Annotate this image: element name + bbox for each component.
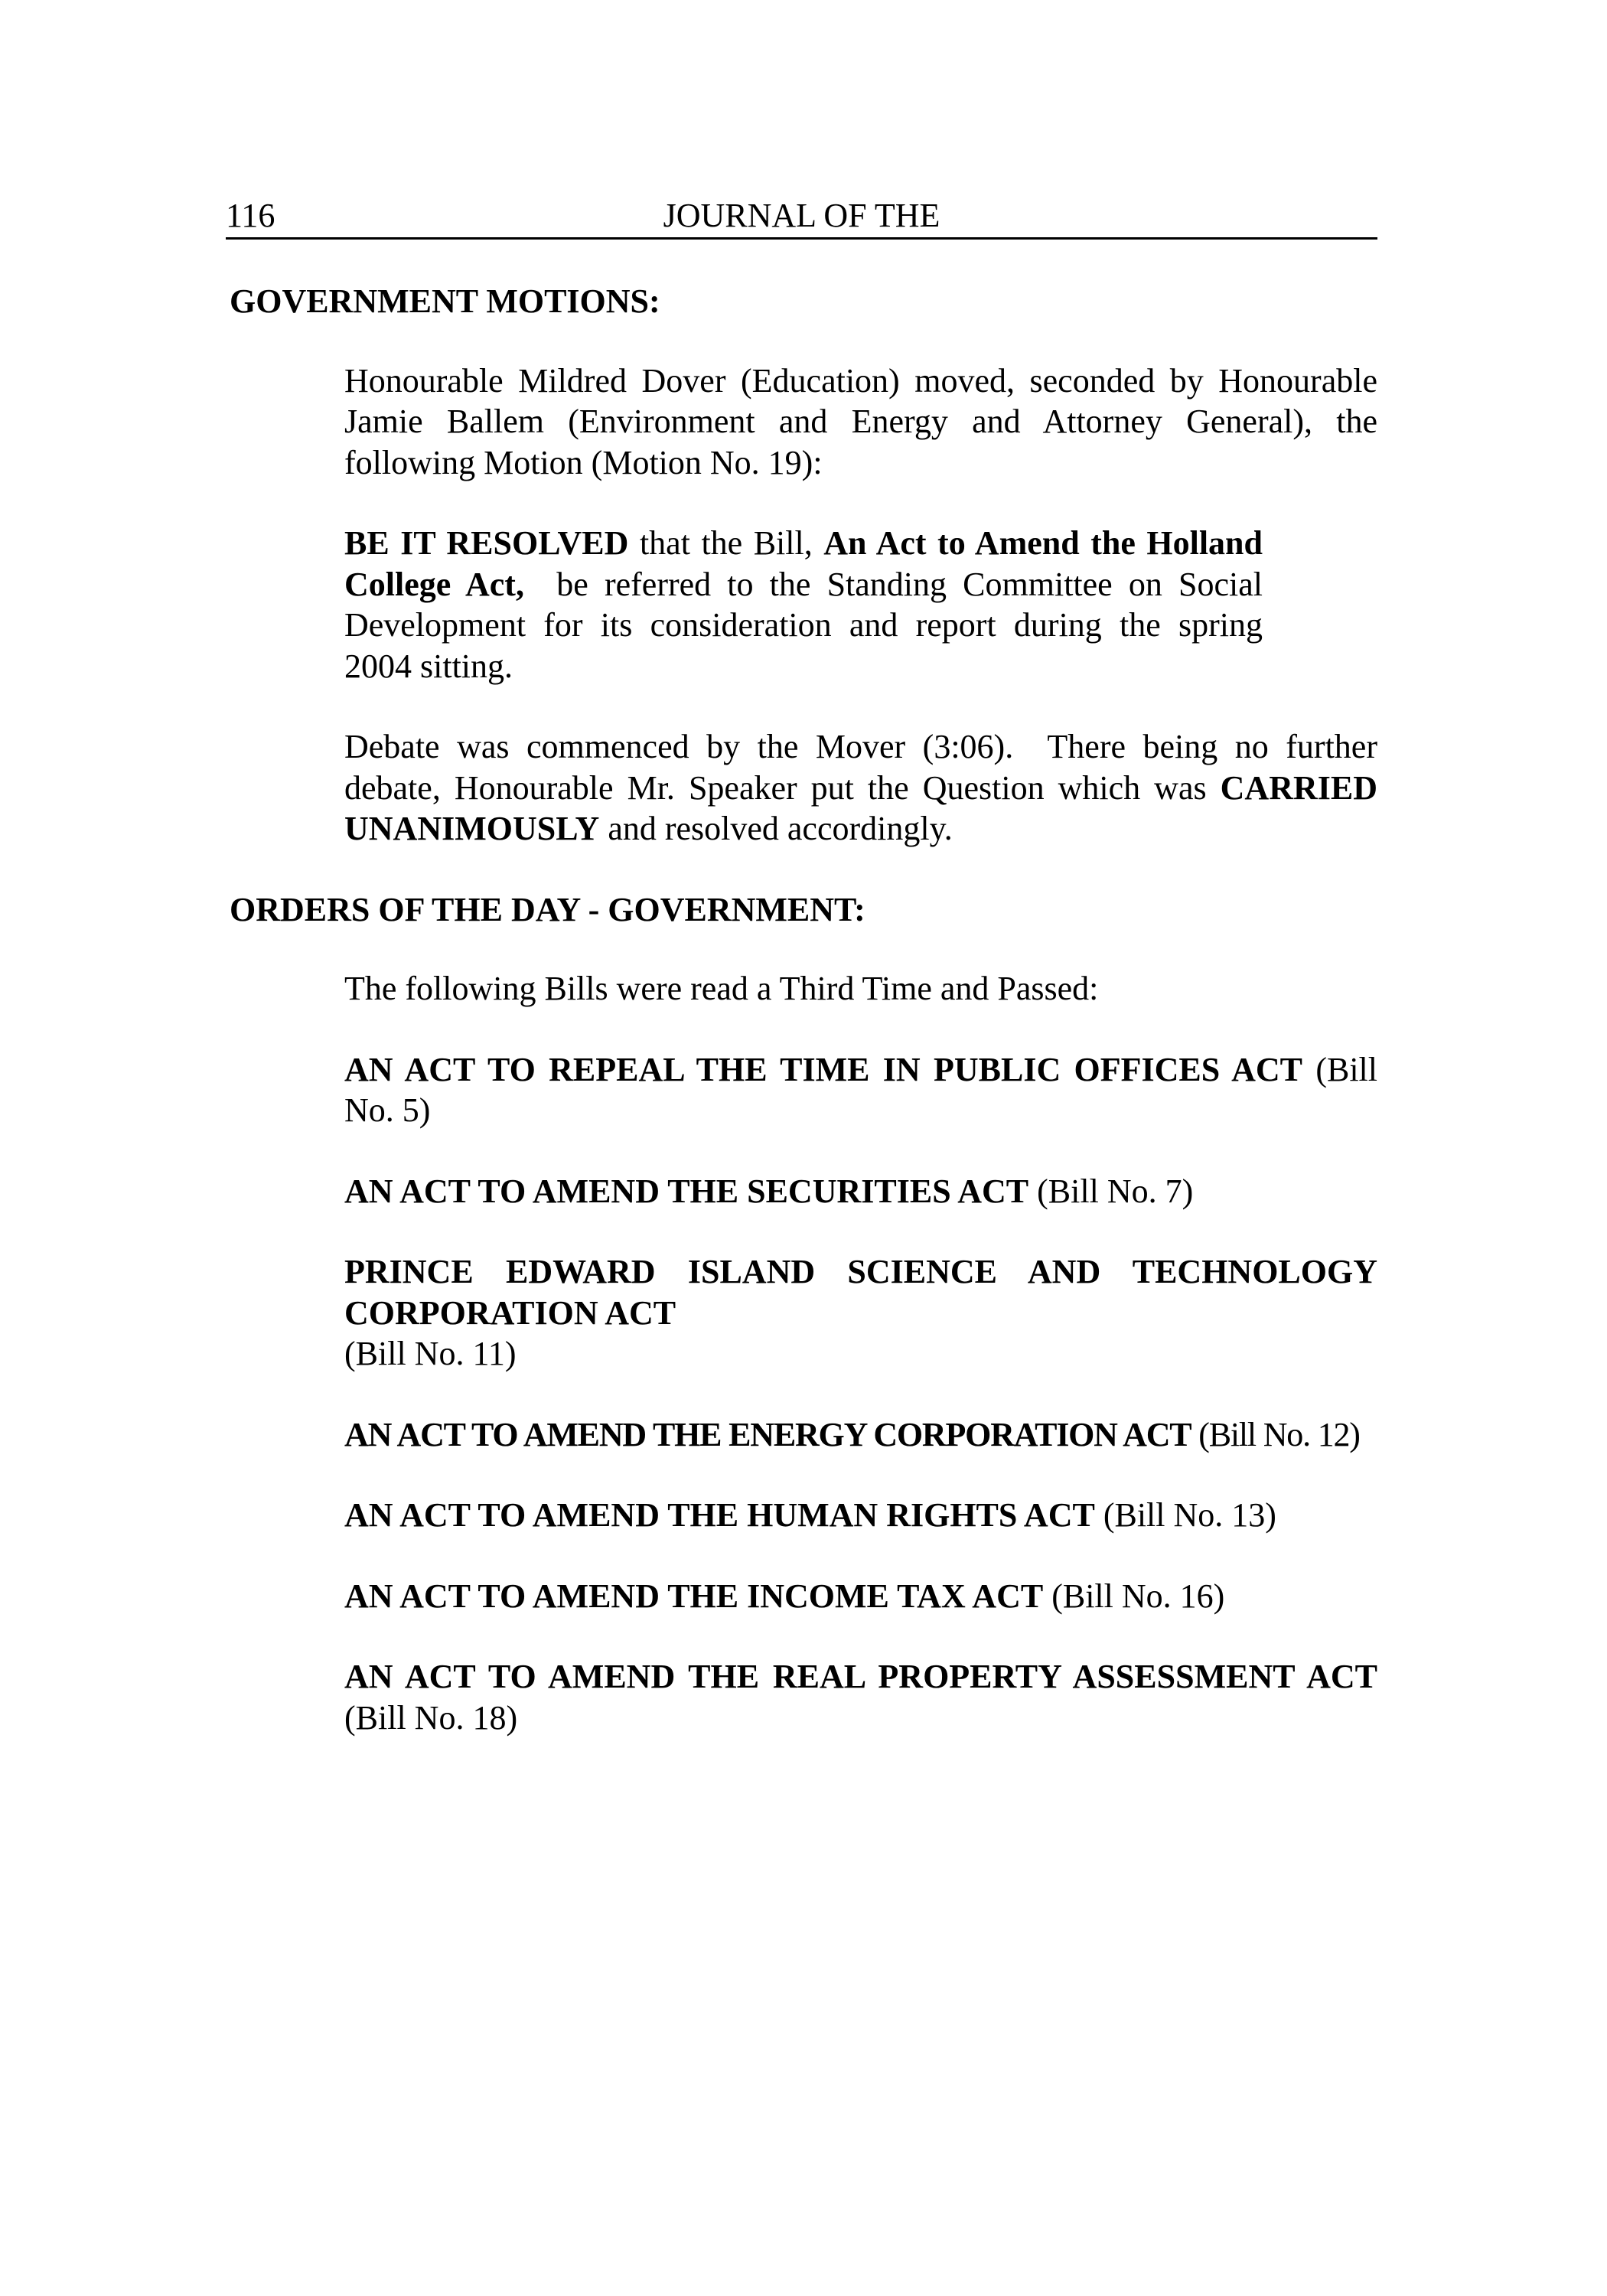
resolution-paragraph (344, 523, 1271, 687)
resolution-bill-name: An Act to Amend the Holland College Act, (344, 524, 1263, 603)
bill-number: (Bill No. 18) (344, 1698, 518, 1737)
bill-title: AN ACT TO AMEND THE SECURITIES ACT (344, 1172, 1029, 1210)
bill-number: (Bill No. 16) (1051, 1577, 1225, 1615)
bill-title-line-1: PRINCE EDWARD ISLAND SCIENCE AND TECHNOLOGY (344, 1253, 1377, 1290)
bill-number: (Bill No. 5) (344, 1050, 1377, 1129)
bill-item (344, 1171, 1377, 1212)
bill-item (344, 1656, 1377, 1738)
bill-title: AN ACT TO AMEND THE REAL PROPERTY ASSESSMENT ACT (344, 1658, 1377, 1695)
bill-number: (Bill No. 13) (1103, 1496, 1276, 1534)
bill-number: (Bill No. 12) (1198, 1415, 1360, 1453)
page-number: 116 (226, 197, 275, 234)
debate-result: CARRIED UNANIMOUSLY (344, 768, 1377, 847)
debate-text-1: Debate was commenced by the Mover (3:06). There being no further debate, Honourable Mr. Speaker put the Question which was (344, 728, 1386, 807)
bill-item (344, 1251, 1377, 1375)
bill-title: AN ACT TO REPEAL THE TIME IN PUBLIC OFFICES ACT (344, 1050, 1302, 1088)
bill-title-line-2: CORPORATION ACT (344, 1293, 676, 1332)
bill-number: (Bill No. 7) (1037, 1172, 1194, 1210)
debate-text-2: and resolved accordingly. (599, 810, 953, 847)
bill-item (344, 1495, 1377, 1536)
debate-paragraph (344, 726, 1386, 850)
page-body (230, 281, 1386, 1738)
motion-intro-paragraph: Honourable Mildred Dover (Education) moved, seconded by Honourable Jamie Ballem (Environment and Energy and Attorney General), the following Motion (Motion No. 19): (344, 361, 1377, 481)
government-motions-heading: GOVERNMENT MOTIONS: (230, 282, 660, 320)
orders-of-the-day-heading: ORDERS OF THE DAY - GOVERNMENT: (230, 890, 865, 928)
bill-title: AN ACT TO AMEND THE HUMAN RIGHTS ACT (344, 1496, 1095, 1534)
resolution-text-2: be referred to the Standing Committee on Social Development for its consideration and report during the spring 2004 sitting. (344, 565, 1271, 685)
bill-title: AN ACT TO AMEND THE ENERGY CORPORATION ACT (344, 1415, 1191, 1453)
resolution-text-1: that the Bill, (628, 524, 824, 562)
running-header (226, 194, 1377, 240)
bill-item (344, 1576, 1377, 1617)
bill-item (344, 1049, 1377, 1131)
bill-title: AN ACT TO AMEND THE INCOME TAX ACT (344, 1577, 1044, 1615)
resolution-lead: BE IT RESOLVED (344, 524, 629, 562)
bill-item (344, 1414, 1377, 1456)
journal-title: JOURNAL OF THE (663, 197, 940, 234)
bill-number: (Bill No. 11) (344, 1335, 517, 1372)
bills-intro-paragraph: The following Bills were read a Third Time and Passed: (344, 970, 1099, 1007)
